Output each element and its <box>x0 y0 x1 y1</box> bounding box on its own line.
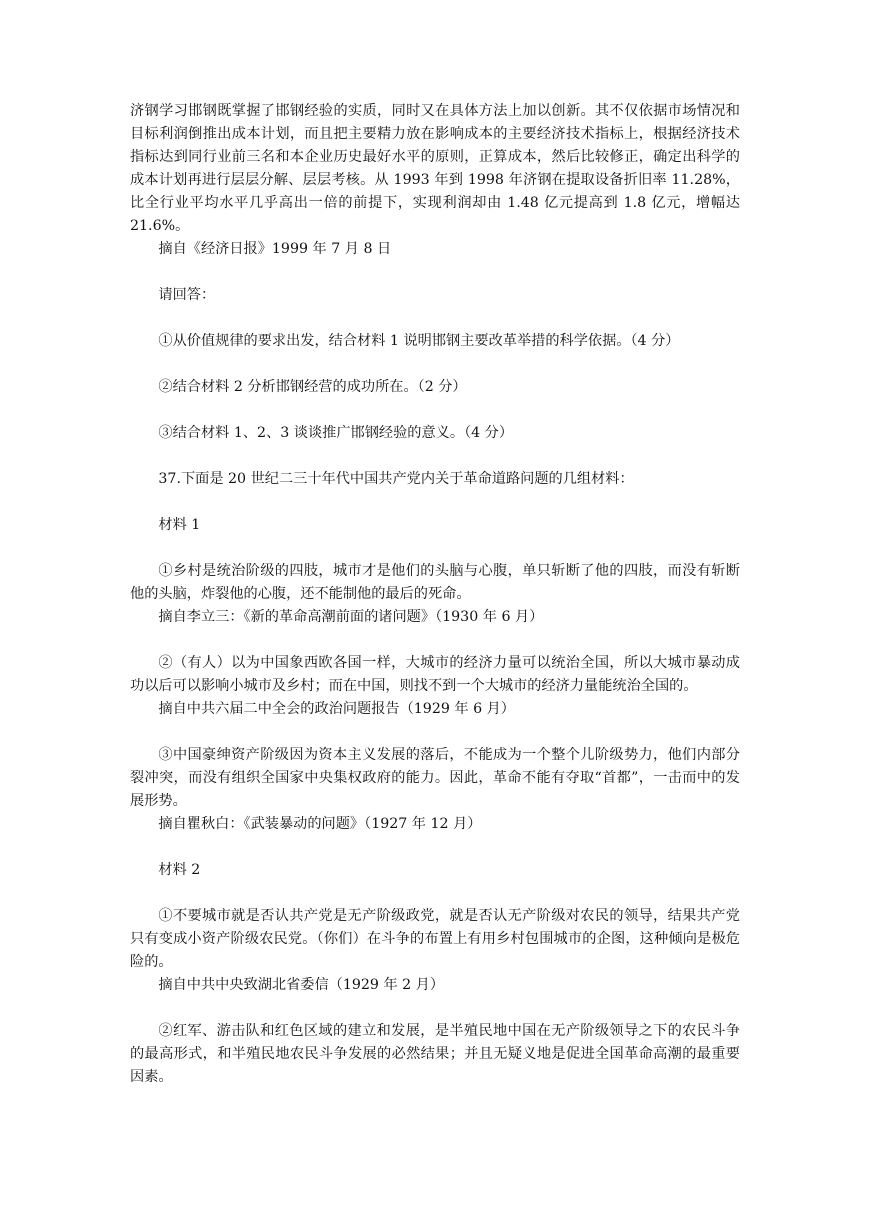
spacer <box>130 836 740 859</box>
spacer <box>130 629 740 652</box>
spacer <box>130 353 740 376</box>
document-body <box>130 100 740 1089</box>
material-1-heading: 材料 1 <box>158 517 201 533</box>
question-item-1: ①从价值规律的要求出发，结合材料 1 说明邯钢主要改革举措的科学依据。（4 分） <box>158 333 680 349</box>
source-citation: 摘自中共中央致湖北省委信（1929 年 2 月） <box>158 977 445 993</box>
source-citation: 摘自中共六届二中全会的政治问题报告（1929 年 6 月） <box>158 701 515 717</box>
spacer <box>130 307 740 330</box>
spacer <box>130 399 740 422</box>
material-1-item-2: ②（有人）以为中国象西欧各国一样，大城市的经济力量可以统治全国，所以大城市暴动成功以后可以影响小城市及乡村；而在中国，则找不到一个大城市的经济力量能统治全国的。 <box>130 655 740 694</box>
spacer <box>130 882 740 905</box>
material-2-item-2: ②红军、游击队和红色区域的建立和发展，是半殖民地中国在无产阶级领导之下的农民斗争的最高形式，和半殖民地农民斗争发展的必然结果；并且无疑义地是促进全国革命高潮的最重要因素。 <box>130 1023 740 1085</box>
spacer <box>130 261 740 284</box>
question-prompt: 请回答： <box>158 287 216 303</box>
source-citation: 摘自《经济日报》1999 年 7 月 8 日 <box>158 241 392 257</box>
material-2-item-1: ①不要城市就是否认共产党是无产阶级政党，就是否认无产阶级对农民的领导，结果共产党只有变成小资产阶级农民党。（你们）在斗争的布置上有用乡村包围城市的企图，这种倾向是极危险的。 <box>130 908 740 970</box>
question-37-heading: 37.下面是 20 世纪二三十年代中国共产党内关于革命道路问题的几组材料： <box>158 471 634 487</box>
spacer <box>130 491 740 514</box>
question-item-2: ②结合材料 2 分析邯钢经营的成功所在。（2 分） <box>158 379 467 395</box>
spacer <box>130 537 740 560</box>
material-1-item-3: ③中国豪绅资产阶级因为资本主义发展的落后，不能成为一个整个儿阶级势力，他们内部分裂冲突，而没有组织全国家中央集权政府的能力。因此，革命不能有夺取“首都”，一击而中的发展形势。 <box>130 747 740 809</box>
material-1-item-1: ①乡村是统治阶级的四肢，城市才是他们的头脑与心腹，单只斩断了他的四肢，而没有斩断他的头脑，炸裂他的心腹，还不能制他的最后的死命。 <box>130 563 740 602</box>
spacer <box>130 721 740 744</box>
material-2-heading: 材料 2 <box>158 862 201 878</box>
source-citation: 摘自李立三：《新的革命高潮前面的诸问题》（1930 年 6 月） <box>158 609 544 625</box>
question-item-3: ③结合材料 1、2、3 谈谈推广邯钢经验的意义。（4 分） <box>158 425 514 441</box>
material-paragraph: 济钢学习邯钢既掌握了邯钢经验的实质，同时又在具体方法上加以创新。其不仅依据市场情况和目标利润倒推出成本计划，而且把主要精力放在影响成本的主要经济技术指标上，根据经济技术指标达到同行业前三名和本企业历史最好水平的原则，正算成本，然后比较修正，确定出科学的成本计划再进行层层分解、层层考核。从 1993 年到 1998 年济钢在提取设备折旧率 11.28%，比全行业平均水平几乎高出一倍的前提下，实现利润却由 1.48 亿元提高到 1.8 亿元，增幅达 21.6%。 <box>130 103 740 234</box>
source-citation: 摘自瞿秋白：《武装暴动的问题》（1927 年 12 月） <box>158 816 482 832</box>
spacer <box>130 997 740 1020</box>
spacer <box>130 445 740 468</box>
